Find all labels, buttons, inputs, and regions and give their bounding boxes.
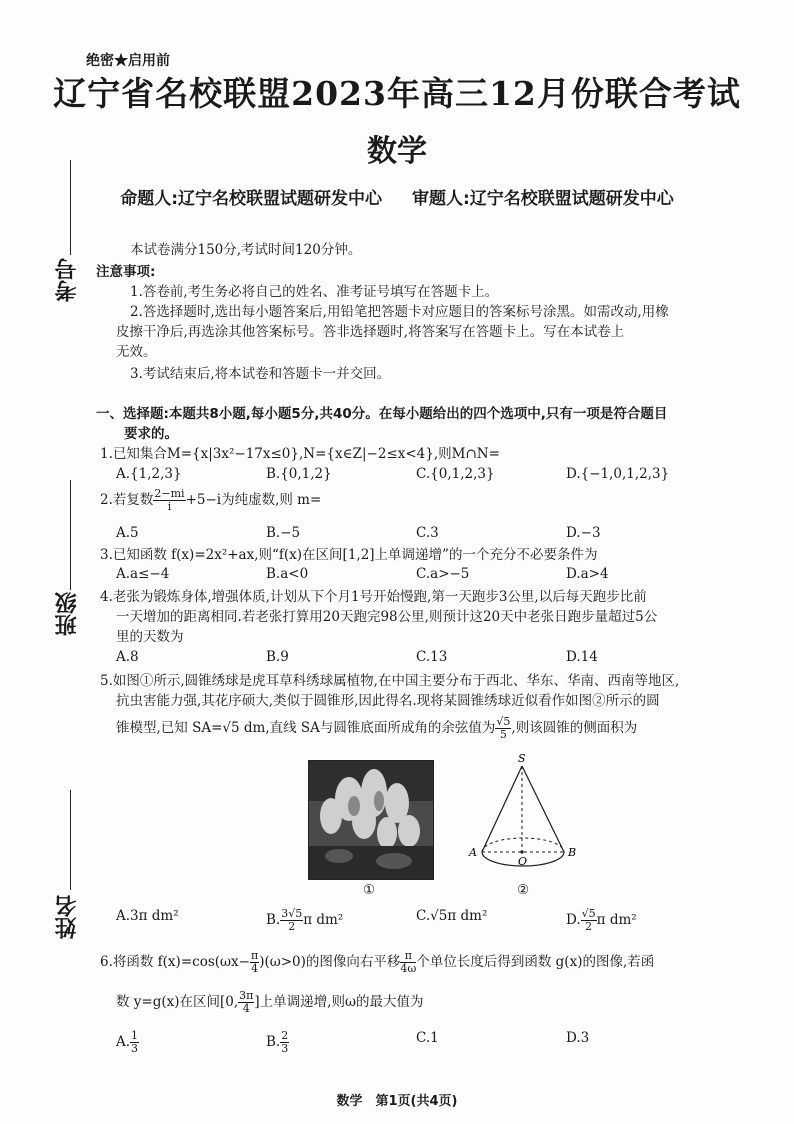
name-line: [70, 790, 71, 890]
q5-line3-pre: 锥模型,已知 SA=√5 dm,直线 SA与圆锥底面所成角的余弦值为: [116, 720, 496, 736]
option-d: D.3: [566, 1030, 590, 1046]
option-b: B.{0,1,2}: [266, 466, 332, 482]
class-line: [70, 480, 71, 590]
author-text: 命题人:辽宁名校联盟试题研发中心: [120, 189, 383, 209]
question-4-stem-cont: 里的天数为: [116, 629, 184, 645]
option-d: D.{−1,0,1,2,3}: [566, 466, 670, 482]
name-label: 姓名: [55, 895, 80, 939]
q6-pi4-num: π: [250, 949, 259, 962]
option-b: [266, 1030, 416, 1055]
question-6-stem-cont: [116, 990, 423, 1015]
q5-cos-den: 5: [499, 728, 507, 741]
question-6-options: [116, 1030, 716, 1055]
q6-opta-pre: A.: [116, 1034, 131, 1050]
option-b: B.a<0: [266, 566, 309, 582]
q6-optb-pre: B.: [266, 1034, 281, 1050]
q5-optd-post: π dm²: [596, 912, 637, 928]
notice-item: 皮擦干净后,再选涂其他答案标号。答非选择题时,将答案写在答题卡上。写在本试卷上: [116, 324, 625, 340]
q2-frac-den: i: [167, 500, 172, 513]
question-5-stem-cont: 抗虫害能力强,其花序硕大,类似于圆锥形,因此得名.现将某圆锥绣球近似看作如图②所示的圆: [116, 693, 660, 709]
hydrangea-photo: [308, 760, 434, 880]
q5-optb-pre: B.: [266, 912, 281, 928]
section-heading-cont: 要求的。: [124, 426, 178, 442]
q5-optd-num: √5: [581, 907, 596, 920]
q5-optd-pre: D.: [566, 912, 581, 928]
q5-optb-fraction: [280, 908, 303, 933]
option-b: B.9: [266, 649, 289, 665]
option-b: B.−5: [266, 525, 301, 541]
option-c: C.13: [416, 649, 448, 665]
option-b: [266, 908, 416, 933]
q5-optb-num: 3√5: [281, 907, 303, 920]
option-a: A.a≤−4: [116, 566, 170, 582]
question-6-stem: [100, 950, 654, 975]
q6-line1-pre: 6.将函数 f(x)=cos(ωx−: [100, 954, 250, 970]
q6-shift-den: 4ω: [400, 962, 417, 975]
question-2-options: [116, 525, 716, 541]
q5-optd-fraction: [581, 908, 597, 933]
question-4-stem-cont: 一天增加的距离相同.若老张打算用20天跑完98公里,则预计这20天中老张日跑步量超过5公: [116, 609, 658, 625]
notice-item: 1.答卷前,考生务必将自己的姓名、准考证号填写在答题卡上。: [130, 284, 499, 300]
option-a: A.3π dm²: [116, 908, 179, 924]
exam-no-label: 考号: [55, 258, 80, 302]
q5-optd-den: 2: [585, 920, 593, 933]
option-c: C.1: [416, 1030, 439, 1046]
q6-opta-den: 3: [131, 1042, 139, 1055]
option-c: C.3: [416, 525, 439, 541]
option-a: [116, 1030, 266, 1055]
q2-post: +5−i为纯虚数,则 m=: [185, 492, 322, 508]
question-1-options: [116, 466, 716, 482]
q6-line2-post: ]上单调递增,则ω的最大值为: [254, 994, 424, 1010]
q5-cos-num: √5: [496, 715, 511, 728]
question-5-options: [116, 908, 716, 933]
q2-frac-num: 2−mi: [154, 487, 185, 500]
figure-2-label: ②: [517, 882, 530, 898]
q6-line1-mid: )(ω>0)的图像向右平移: [259, 954, 401, 970]
q6-pi4-fraction: [250, 950, 259, 975]
cone-label-s: S: [518, 752, 526, 765]
q5-line3-post: ,则该圆锥的侧面积为: [511, 720, 638, 736]
option-a: A.5: [116, 525, 139, 541]
section-heading: 一、选择题:本题共8小题,每小题5分,共40分。在每小题给出的四个选项中,只有一项是符合题目: [96, 406, 668, 422]
cone-label-a: A: [469, 846, 477, 859]
q2-fraction: [153, 488, 185, 513]
q5-optb-den: 2: [288, 920, 296, 933]
q6-optb-fraction: [280, 1030, 289, 1055]
cone-diagram: [460, 752, 590, 882]
class-label: 班级: [55, 592, 80, 636]
q6-optb-den: 3: [281, 1042, 289, 1055]
question-3-options: [116, 566, 716, 582]
option-d: [566, 908, 716, 933]
q6-line2-pre: 数 y=g(x)在区间[0,: [116, 994, 239, 1010]
figure-1-label: ①: [363, 882, 376, 898]
notice-item: 3.考试结束后,将本试卷和答题卡一并交回。: [130, 366, 391, 382]
exam-title: 辽宁省名校联盟2023年高三12月份联合考试: [53, 74, 741, 113]
q6-opta-num: 1: [131, 1029, 139, 1042]
notice-item: 2.答选择题时,选出每小题答案后,用铅笔把答题卡对应题目的答案标号涂黑。如需改动,用橡: [130, 304, 669, 320]
notice-title: 注意事项:: [96, 264, 156, 280]
exam-intro: 本试卷满分150分,考试时间120分钟。: [130, 242, 362, 258]
page-footer: 数学 第1页(共4页): [336, 1094, 458, 1109]
hydrangea-illustration: [309, 761, 433, 879]
option-a: A.{1,2,3}: [116, 466, 182, 482]
q6-optb-num: 2: [281, 1029, 289, 1042]
option-d: D.14: [566, 649, 598, 665]
question-4-stem: 4.老张为锻炼身体,增强体质,计划从下个月1号开始慢跑,第一天跑步3公里,以后每天跑步比前: [100, 589, 647, 605]
question-2-stem: [100, 488, 321, 513]
cone-label-o: O: [518, 855, 528, 868]
option-a: A.8: [116, 649, 139, 665]
question-1-stem: 1.已知集合M={x|3x²−17x≤0},N={x∈Z|−2≤x<4},则M∩N=: [100, 446, 500, 462]
q6-opta-fraction: [130, 1030, 139, 1055]
q6-shift-fraction: [400, 950, 416, 975]
confidential-mark: 绝密★启用前: [86, 53, 170, 69]
q5-optb-post: π dm²: [303, 912, 344, 928]
option-c: C.a>−5: [416, 566, 470, 582]
q5-cos-fraction: [495, 716, 511, 741]
q6-int-den: 4: [242, 1002, 250, 1015]
q6-int-num: 3π: [239, 989, 254, 1002]
q6-interval-fraction: [238, 990, 254, 1015]
q6-shift-num: π: [400, 950, 416, 963]
cone-label-b: B: [568, 846, 577, 859]
q6-pi4-den: 4: [251, 962, 259, 975]
option-c: C.{0,1,2,3}: [416, 466, 495, 482]
question-5-stem-cont: [116, 716, 637, 741]
option-d: D.a>4: [566, 566, 609, 582]
subject-title: 数学: [367, 134, 427, 169]
option-c: C.√5π dm²: [416, 908, 488, 924]
q2-pre: 2.若复数: [100, 492, 154, 508]
question-5-stem: 5.如图①所示,圆锥绣球是虎耳草科绣球属植物,在中国主要分布于西北、华东、华南、西南等地区,: [100, 673, 680, 689]
notice-item: 无效。: [116, 344, 157, 360]
question-4-options: [116, 649, 716, 665]
q6-line1-post: 个单位长度后得到函数 g(x)的图像,若函: [416, 954, 655, 970]
reviewer-text: 审题人:辽宁名校联盟试题研发中心: [411, 189, 674, 209]
question-3-stem: 3.已知函数 f(x)=2x²+ax,则“f(x)在区间[1,2]上单调递增”的一个充分不必要条件为: [100, 547, 598, 563]
authors: [0, 184, 794, 209]
option-d: D.−3: [566, 525, 601, 541]
